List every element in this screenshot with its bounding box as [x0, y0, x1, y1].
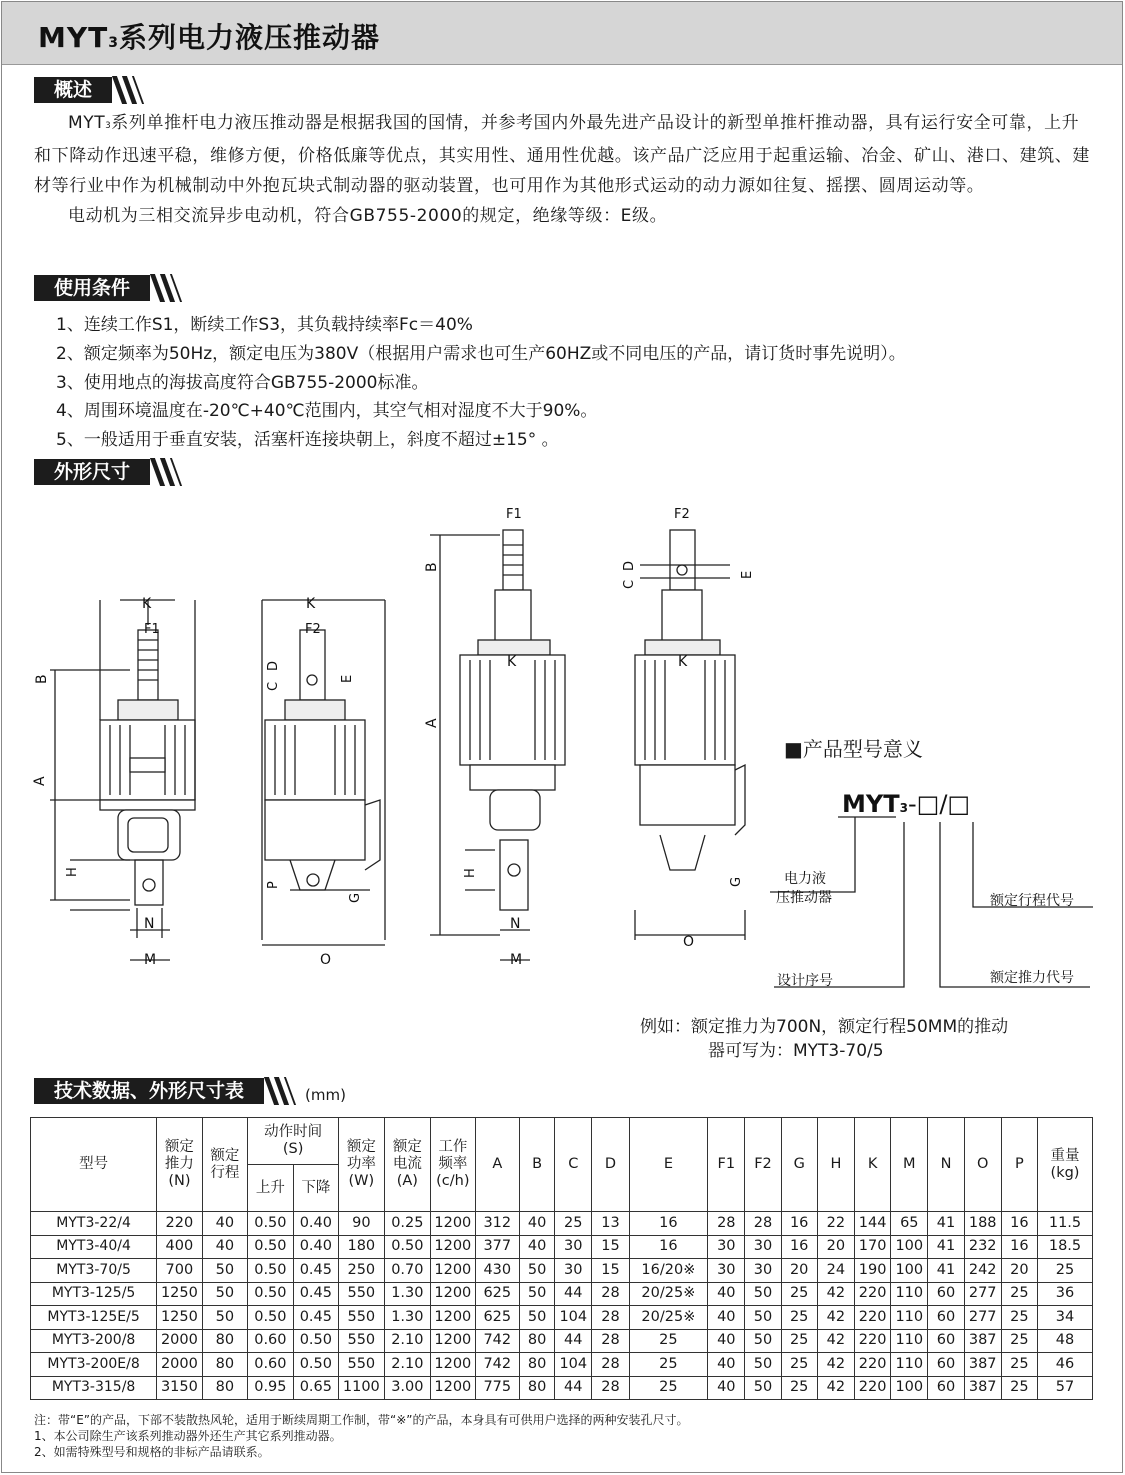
table-cell: 1250	[157, 1306, 202, 1330]
title-bar	[2, 2, 1122, 65]
table-cell: 700	[157, 1259, 202, 1283]
table-cell: 20	[1001, 1259, 1037, 1283]
table-cell: 2000	[157, 1353, 202, 1377]
table-cell: 28	[592, 1306, 629, 1330]
column-header: E	[629, 1118, 708, 1212]
table-cell: 13	[592, 1212, 629, 1236]
column-header: K	[855, 1118, 891, 1212]
table-cell: 1200	[431, 1376, 475, 1400]
svg-text:P: P	[266, 881, 281, 889]
table-cell: 50	[745, 1376, 781, 1400]
table-cell: 42	[817, 1376, 854, 1400]
table-cell: 40	[708, 1282, 745, 1306]
table-cell: 48	[1038, 1329, 1093, 1353]
table-cell: 34	[1038, 1306, 1093, 1330]
svg-text:F2: F2	[674, 507, 690, 522]
table-cell: 57	[1038, 1376, 1093, 1400]
table-cell: 20/25※	[629, 1306, 708, 1330]
svg-text:B: B	[34, 674, 50, 684]
table-cell: 1250	[157, 1282, 202, 1306]
table-cell: 80	[520, 1376, 555, 1400]
notes	[34, 1412, 689, 1460]
table-row	[31, 1212, 1093, 1236]
table-cell: 312	[475, 1212, 519, 1236]
table-cell: 1200	[431, 1306, 475, 1330]
note-item: 1、本公司除生产该系列推动器外还生产其它系列推动器。	[34, 1429, 342, 1443]
table-cell: 0.50	[248, 1259, 293, 1283]
table-cell: 60	[928, 1376, 964, 1400]
svg-text:压推动器: 压推动器	[776, 890, 832, 906]
svg-text:C: C	[622, 579, 637, 589]
overview-paragraph-2: 电动机为三相交流异步电动机，符合GB755-2000的规定，绝缘等级：E级。	[68, 206, 668, 226]
table-cell: 0.50	[248, 1235, 293, 1259]
table-cell: 2000	[157, 1329, 202, 1353]
column-header: C	[555, 1118, 592, 1212]
table-cell: 1100	[339, 1376, 384, 1400]
table-cell: 0.50	[248, 1282, 293, 1306]
table-cell: 25	[781, 1306, 817, 1330]
table-cell: 1200	[431, 1353, 475, 1377]
table-cell: 50	[202, 1259, 247, 1283]
table-cell: 220	[855, 1282, 891, 1306]
table-cell: 80	[520, 1353, 555, 1377]
svg-text:额定行程代号: 额定行程代号	[990, 893, 1074, 909]
actuator-drawing-side	[262, 596, 385, 968]
table-cell: 25	[1001, 1306, 1037, 1330]
column-header: G	[781, 1118, 817, 1212]
column-header: P	[1001, 1118, 1037, 1212]
note-main: 注：带“E”的产品，下部不装散热风轮，适用于断续周期工作制，带“※”的产品，本身具有可供用户选择的两种安装孔尺寸。	[34, 1413, 689, 1427]
table-cell: 28	[592, 1282, 629, 1306]
table-cell: 28	[592, 1329, 629, 1353]
table-cell: 28	[592, 1376, 629, 1400]
svg-text:K: K	[306, 596, 316, 612]
svg-text:N: N	[144, 916, 155, 932]
svg-text:M: M	[510, 952, 523, 968]
table-cell: 550	[339, 1329, 384, 1353]
table-cell: 16	[781, 1212, 817, 1236]
table-cell: 90	[339, 1212, 384, 1236]
svg-text:F2: F2	[305, 622, 321, 637]
model-cell: MYT3-125/5	[31, 1282, 157, 1306]
table-cell: 25	[781, 1376, 817, 1400]
table-cell: 250	[339, 1259, 384, 1283]
table-cell: 60	[928, 1282, 964, 1306]
table-cell: 110	[891, 1306, 928, 1330]
table-cell: 50	[202, 1306, 247, 1330]
table-cell: 625	[475, 1282, 519, 1306]
table-cell: 80	[202, 1329, 247, 1353]
table-cell: 15	[592, 1235, 629, 1259]
model-example: 例如：额定推力为700N，额定行程50MM的推动 器可写为：MYT3-70/5	[640, 1017, 1009, 1061]
table-cell: 50	[520, 1306, 555, 1330]
table-row	[31, 1376, 1093, 1400]
table-cell: 104	[555, 1353, 592, 1377]
table-cell: 775	[475, 1376, 519, 1400]
table-cell: 60	[928, 1306, 964, 1330]
table-cell: 80	[202, 1376, 247, 1400]
column-header: 额定 推力 (N)	[157, 1118, 202, 1212]
table-cell: 180	[339, 1235, 384, 1259]
table-cell: 50	[520, 1282, 555, 1306]
table-cell: 50	[520, 1259, 555, 1283]
table-cell: 25	[1001, 1376, 1037, 1400]
conditions-list	[56, 311, 906, 455]
table-cell: 242	[964, 1259, 1001, 1283]
table-cell: 30	[745, 1235, 781, 1259]
svg-text:F1: F1	[506, 507, 522, 522]
table-cell: 387	[964, 1376, 1001, 1400]
table-cell: 50	[745, 1306, 781, 1330]
table-cell: 25	[1038, 1259, 1093, 1283]
table-cell: 36	[1038, 1282, 1093, 1306]
column-header: F2	[745, 1118, 781, 1212]
column-header: 额定 功率 (W)	[339, 1118, 384, 1212]
table-cell: 25	[629, 1353, 708, 1377]
table-cell: 220	[855, 1353, 891, 1377]
table-cell: 0.40	[293, 1212, 338, 1236]
svg-text:B: B	[424, 562, 440, 572]
actuator-drawing-front-large	[424, 507, 565, 968]
actuator-drawing-side-large	[622, 507, 755, 950]
table-cell: 28	[708, 1212, 745, 1236]
column-header: H	[817, 1118, 854, 1212]
table-cell: 0.50	[248, 1212, 293, 1236]
table-cell: 16	[1001, 1235, 1037, 1259]
table-cell: 42	[817, 1282, 854, 1306]
table-cell: 25	[781, 1282, 817, 1306]
table-cell: 100	[891, 1376, 928, 1400]
svg-text:F1: F1	[144, 622, 160, 637]
table-cell: 80	[520, 1329, 555, 1353]
svg-text:额定推力代号: 额定推力代号	[990, 970, 1074, 986]
table-cell: 100	[891, 1235, 928, 1259]
column-header: O	[964, 1118, 1001, 1212]
table-cell: 0.25	[384, 1212, 431, 1236]
table-cell: 40	[708, 1306, 745, 1330]
table-cell: 188	[964, 1212, 1001, 1236]
table-cell: 3.00	[384, 1376, 431, 1400]
table-cell: 25	[1001, 1282, 1037, 1306]
dimension-drawings	[0, 490, 1125, 1010]
table-cell: 144	[855, 1212, 891, 1236]
table-cell: 30	[555, 1259, 592, 1283]
model-cell: MYT3-315/8	[31, 1376, 157, 1400]
table-cell: 190	[855, 1259, 891, 1283]
table-cell: 28	[745, 1212, 781, 1236]
header-row	[31, 1118, 1093, 1165]
table-cell: 0.40	[293, 1235, 338, 1259]
table-cell: 25	[1001, 1329, 1037, 1353]
spec-table	[30, 1117, 1093, 1400]
svg-text:E: E	[740, 570, 755, 579]
table-cell: 400	[157, 1235, 202, 1259]
table-cell: 742	[475, 1353, 519, 1377]
svg-text:K: K	[678, 654, 688, 670]
table-cell: 25	[781, 1353, 817, 1377]
table-cell: 60	[928, 1329, 964, 1353]
table-cell: 0.60	[248, 1353, 293, 1377]
table-cell: 220	[855, 1306, 891, 1330]
column-header: 工作 频率 (c/h)	[431, 1118, 475, 1212]
table-cell: 40	[202, 1235, 247, 1259]
svg-text:M: M	[144, 952, 157, 968]
table-cell: 277	[964, 1306, 1001, 1330]
table-cell: 11.5	[1038, 1212, 1093, 1236]
table-cell: 1200	[431, 1212, 475, 1236]
svg-text:K: K	[142, 596, 152, 612]
section-header-conditions: 使用条件	[34, 275, 177, 301]
svg-text:G: G	[348, 892, 363, 903]
table-cell: 0.45	[293, 1306, 338, 1330]
column-header: B	[520, 1118, 555, 1212]
svg-text:C: C	[266, 681, 281, 691]
table-cell: 50	[745, 1329, 781, 1353]
table-cell: 387	[964, 1329, 1001, 1353]
table-cell: 377	[475, 1235, 519, 1259]
svg-text:H: H	[463, 868, 478, 878]
table-cell: 0.65	[293, 1376, 338, 1400]
column-header: 型号	[31, 1118, 157, 1212]
model-cell: MYT3-70/5	[31, 1259, 157, 1283]
table-cell: 1.30	[384, 1306, 431, 1330]
overview-paragraph-1: MYT3系列单推杆电力液压推动器是根据我国的国情，并参考国内外最先进产品设计的新型单推杆推动器，具有运行安全可靠，上升和下降动作迅速平稳，维修方便，价格低廉等优点，其实用性、通用性优越。该产品广泛应用于起重运输、冶金、矿山、港口、建筑、建材等行业中作为机械制动中外抱瓦块式制动器的驱动装置，也可用作为其他形式运动的动力源如往复、摇摆、圆周运动等。	[34, 113, 1090, 196]
model-cell: MYT3-125E/5	[31, 1306, 157, 1330]
table-cell: 104	[555, 1306, 592, 1330]
condition-item: 1、连续工作S1，断续工作S3，其负载持续率Fc＝40%	[56, 315, 473, 335]
svg-text:O: O	[683, 934, 695, 950]
table-cell: 40	[520, 1212, 555, 1236]
table-cell: 3150	[157, 1376, 202, 1400]
column-header: 重量 (kg)	[1038, 1118, 1093, 1212]
table-cell: 16	[629, 1235, 708, 1259]
svg-text:A: A	[32, 776, 48, 786]
table-cell: 277	[964, 1282, 1001, 1306]
table-cell: 20	[817, 1235, 854, 1259]
actuator-drawing-front	[32, 596, 195, 968]
table-cell: 28	[592, 1353, 629, 1377]
table-cell: 18.5	[1038, 1235, 1093, 1259]
table-cell: 44	[555, 1329, 592, 1353]
column-header: 上升	[248, 1165, 293, 1212]
table-cell: 42	[817, 1329, 854, 1353]
table-cell: 41	[928, 1212, 964, 1236]
table-cell: 40	[708, 1329, 745, 1353]
table-cell: 15	[592, 1259, 629, 1283]
svg-text:电力液: 电力液	[784, 871, 826, 887]
table-cell: 41	[928, 1235, 964, 1259]
table-cell: 625	[475, 1306, 519, 1330]
svg-text:K: K	[507, 654, 517, 670]
table-cell: 16	[1001, 1212, 1037, 1236]
table-cell: 40	[202, 1212, 247, 1236]
table-cell: 40	[708, 1353, 745, 1377]
table-cell: 30	[555, 1235, 592, 1259]
table-cell: 25	[781, 1329, 817, 1353]
table-cell: 1200	[431, 1259, 475, 1283]
table-cell: 550	[339, 1353, 384, 1377]
table-cell: 0.45	[293, 1282, 338, 1306]
table-row	[31, 1282, 1093, 1306]
svg-text:A: A	[424, 718, 440, 728]
svg-text:N: N	[510, 916, 521, 932]
table-cell: 110	[891, 1282, 928, 1306]
table-cell: 232	[964, 1235, 1001, 1259]
column-header: A	[475, 1118, 519, 1212]
table-cell: 20/25※	[629, 1282, 708, 1306]
table-cell: 41	[928, 1259, 964, 1283]
table-row	[31, 1353, 1093, 1377]
table-cell: 25	[629, 1376, 708, 1400]
table-cell: 550	[339, 1282, 384, 1306]
table-cell: 1200	[431, 1282, 475, 1306]
table-cell: 30	[745, 1259, 781, 1283]
table-cell: 20	[781, 1259, 817, 1283]
table-cell: 742	[475, 1329, 519, 1353]
table-cell: 80	[202, 1353, 247, 1377]
table-cell: 220	[855, 1329, 891, 1353]
column-header: 额定 行程	[202, 1118, 247, 1212]
model-cell: MYT3-22/4	[31, 1212, 157, 1236]
table-cell: 25	[629, 1329, 708, 1353]
svg-text:O: O	[320, 952, 332, 968]
table-cell: 1200	[431, 1235, 475, 1259]
column-header: D	[592, 1118, 629, 1212]
table-cell: 40	[708, 1376, 745, 1400]
table-cell: 22	[817, 1212, 854, 1236]
table-cell: 0.50	[384, 1235, 431, 1259]
table-cell: 1200	[431, 1329, 475, 1353]
table-cell: 170	[855, 1235, 891, 1259]
condition-item: 4、周围环境温度在-20℃+40℃范围内，其空气相对湿度不大于90%。	[56, 401, 598, 422]
condition-item: 5、一般适用于垂直安装，活塞杆连接块朝上，斜度不超过±15° 。	[56, 430, 559, 451]
table-cell: 16	[781, 1235, 817, 1259]
table-cell: 44	[555, 1376, 592, 1400]
column-header: N	[928, 1118, 964, 1212]
table-cell: 0.45	[293, 1259, 338, 1283]
table-row	[31, 1306, 1093, 1330]
model-cell: MYT3-200E/8	[31, 1353, 157, 1377]
column-header: 额定 电流 (A)	[384, 1118, 431, 1212]
table-cell: 430	[475, 1259, 519, 1283]
table-cell: 40	[520, 1235, 555, 1259]
table-row	[31, 1259, 1093, 1283]
table-cell: 1.30	[384, 1282, 431, 1306]
table-cell: 50	[202, 1282, 247, 1306]
table-cell: 60	[928, 1353, 964, 1377]
column-header: M	[891, 1118, 928, 1212]
table-cell: 25	[555, 1212, 592, 1236]
table-cell: 0.95	[248, 1376, 293, 1400]
table-cell: 50	[745, 1353, 781, 1377]
table-cell: 30	[708, 1259, 745, 1283]
table-cell: 30	[708, 1235, 745, 1259]
svg-text:MYT3-□/□: MYT3-□/□	[842, 790, 971, 818]
overview-text	[34, 108, 1096, 231]
table-cell: 100	[891, 1259, 928, 1283]
table-cell: 50	[745, 1282, 781, 1306]
page-title: MYT3系列电力液压推动器	[38, 21, 381, 54]
table-cell: 0.50	[293, 1353, 338, 1377]
table-cell: 387	[964, 1353, 1001, 1377]
table-cell: 220	[855, 1376, 891, 1400]
section-header-overview: 概述	[34, 77, 139, 103]
model-cell: MYT3-200/8	[31, 1329, 157, 1353]
table-cell: 220	[157, 1212, 202, 1236]
table-cell: 2.10	[384, 1329, 431, 1353]
model-cell: MYT3-40/4	[31, 1235, 157, 1259]
section-header-table: 技术数据、外形尺寸表 (mm)	[34, 1078, 346, 1104]
table-cell: 16/20※	[629, 1259, 708, 1283]
table-cell: 110	[891, 1329, 928, 1353]
table-cell: 24	[817, 1259, 854, 1283]
svg-text:D: D	[622, 560, 637, 571]
table-cell: 0.60	[248, 1329, 293, 1353]
table-row	[31, 1235, 1093, 1259]
svg-text:设计序号: 设计序号	[777, 973, 833, 989]
table-cell: 42	[817, 1353, 854, 1377]
column-header: F1	[708, 1118, 745, 1212]
section-header-dimensions: 外形尺寸	[34, 459, 177, 485]
table-cell: 0.50	[248, 1306, 293, 1330]
table-cell: 2.10	[384, 1353, 431, 1377]
svg-text:H: H	[65, 867, 80, 877]
model-meaning-diagram	[770, 790, 1093, 989]
svg-text:G: G	[729, 876, 744, 887]
column-header: 动作时间 (S)	[248, 1118, 339, 1165]
table-cell: 25	[1001, 1353, 1037, 1377]
table-cell: 44	[555, 1282, 592, 1306]
model-meaning-title: ■产品型号意义	[784, 737, 923, 761]
table-cell: 16	[629, 1212, 708, 1236]
table-cell: 110	[891, 1353, 928, 1377]
table-cell: 65	[891, 1212, 928, 1236]
table-cell: 550	[339, 1306, 384, 1330]
condition-item: 3、使用地点的海拔高度符合GB755-2000标准。	[56, 372, 429, 393]
note-item: 2、如需特殊型号和规格的非标产品请联系。	[34, 1445, 270, 1459]
table-cell: 46	[1038, 1353, 1093, 1377]
column-header: 下降	[293, 1165, 338, 1212]
table-cell: 0.70	[384, 1259, 431, 1283]
table-cell: 42	[817, 1306, 854, 1330]
svg-text:E: E	[340, 674, 355, 683]
table-row	[31, 1329, 1093, 1353]
condition-item: 2、额定频率为50Hz，额定电压为380V（根据用户需求也可生产60HZ或不同电压的产品，请订货时事先说明）。	[56, 343, 906, 364]
table-cell: 0.50	[293, 1329, 338, 1353]
svg-text:D: D	[266, 660, 281, 671]
